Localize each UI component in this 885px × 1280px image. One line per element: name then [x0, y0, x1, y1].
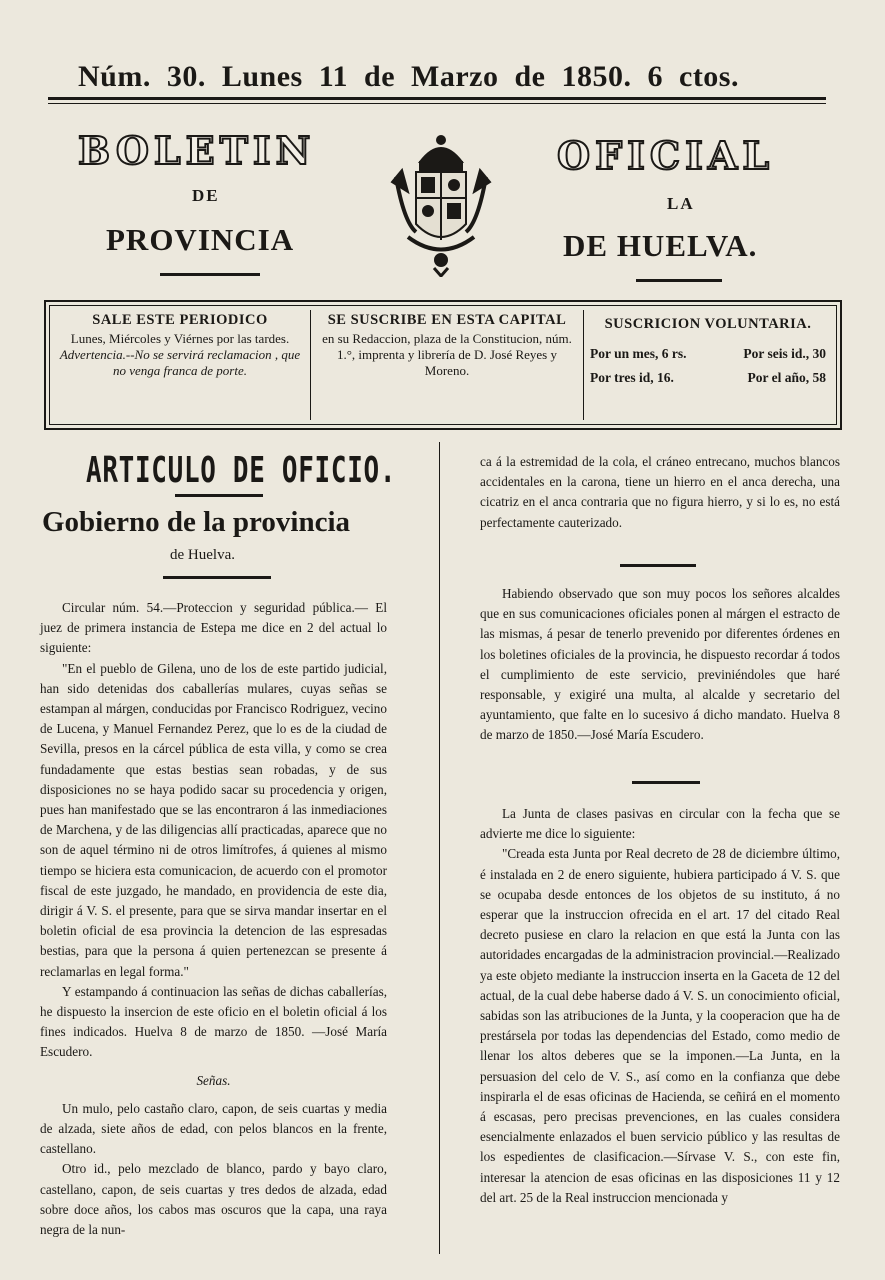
column-divider — [439, 442, 440, 1254]
paragraph: Un mulo, pelo castaño claro, capon, de seis cuartas y media de alzada, siete años de edad, con pelos blancos en la frente, castellano. — [40, 1100, 387, 1157]
title-oficial: OFICIAL — [557, 133, 775, 178]
info-divider-1 — [310, 310, 311, 420]
paragraph: ca á la estremidad de la cola, el cráneo entrecano, muchos blancos accidentales en la carona, tiene un hierro en el anca derecha, una cicatriz en el anca contraria que no figura hierro, y si lo es, no está perfectamente cauterizado. — [480, 454, 840, 530]
suscribe-text: en su Redaccion, plaza de la Constitucion, núm. 1.°, imprenta y librería de D. José Reyes y Moreno. — [322, 331, 572, 378]
paragraph: Otro id., pelo mezclado de blanco, pardo y bayo claro, castellano, capon, de seis cuartas y tres dedos de alzada, edad sobre doce años, los cabos mas oscuros que la capa, una raya negra de la nun- — [40, 1161, 387, 1238]
paragraph: La Junta de clases pasivas en circular con la fecha que se advierte me dice lo siguiente: — [480, 806, 840, 842]
advertencia-text: Advertencia.--No se servirá reclamacion , que no venga franca de porte. — [59, 347, 301, 378]
title-la: LA — [667, 194, 695, 213]
paragraph: Y estampando á continuacion las señas de dichas caballerías, he dispuesto la insercion de este oficio en el boletin oficial á los fines indicados. Huelva 8 de marzo de 1850. —José María Escudero. — [40, 983, 387, 1060]
info-divider-2 — [583, 310, 584, 420]
info-sale — [54, 312, 306, 379]
paragraph: "En el pueblo de Gilena, uno de los de este partido judicial, han sido detenidas dos caballerías mulares, cuyas señas se estampan al márgen, conducidas por Francisco Rodriguez, vecino de Lucena, y Manuel Fernandez Perez, que lo es de la ciudad de Sevilla, presos en la cárcel pública de esta villa, y como se crea fundadamente que estas bestias sean robadas, y de sus disposiciones no se haya podido sacar su procedencia y origen, pues han manifestado que se las encontraron á las inmediaciones de Marchena, y de las diligencias allí practicadas, aparece que no son de aquel término ni de otros limítrofes, á quienes al mismo tiempo se hiciera esta comunicacion, de acuerdo con el promotor fiscal de este juzgado, he mandado, en providencia de este dia, dirigir á V. S. el presente, para que se sirva mandar insertar en el boletin oficial de esa provincia la detencion de las espresadas bestias, para que la persona á quien pertenezcan se presente á reclamarlas en legal forma." — [40, 660, 387, 979]
price-4: Por el año, 58 — [747, 370, 826, 385]
right-column-text-b — [480, 584, 840, 746]
title-provincia: PROVINCIA — [106, 222, 295, 257]
info-box — [44, 300, 842, 430]
title-underline-right — [636, 279, 722, 282]
paragraph: Circular núm. 54.—Proteccion y seguridad pública.— El juez de primera instancia de Estepa me dice en 2 del actual lo siguiente: — [40, 600, 387, 656]
sale-text: Lunes, Miércoles y Viérnes por las tardes. — [70, 331, 290, 346]
left-column-text — [40, 598, 387, 1240]
issue-line: Núm. 30. Lunes 11 de Marzo de 1850. 6 ctos. — [78, 60, 739, 93]
suscribe-title: SE SUSCRIBE EN ESTA CAPITAL — [327, 312, 567, 328]
ornament-rule-1 — [175, 494, 263, 497]
coat-of-arms-icon — [386, 132, 496, 277]
senas-heading: Señas. — [196, 1072, 231, 1088]
voluntaria-title: SUSCRICION VOLUNTARIA. — [604, 316, 812, 332]
price-1: Por un mes, 6 rs. — [590, 346, 687, 361]
paragraph: "Creada esta Junta por Real decreto de 28 de diciembre último, é instalada en 2 de enero siguiente, hubiera participado á V. S. que se ocupaba desde entonces de los objetos de su instituto, á no esperar que la instruccion ofrecida en el art. 17 del citado Real decreto pusiese en claro la relacion en que está la Junta con las autoridades encargadas de la administracion provincial.—Realizado ya este objeto mediante la instruccion inserta en la Gaceta de 12 del actual, de la cual debe haberse dado á V. S. un conocimiento oficial, sabidas son las atribuciones de la Junta, y la cooperacion que ha de prestársela por todas las dependencias del Estado, como medio de llenar los altos deberes que se la imponen.—La Junta, en la persuasion del celo de V. S., así como en la confianza que debe inspirarla el de esas oficinas de Hacienda, se ceñirá en el momento á escasas, pero precisas prevenciones, en las cuales considera esencialmente enlazados el buen servicio público y las resultas de los espedientes de clasificacion.—Sírvase V. S., con este fin, interesar la atencion de esas oficinas en las disposiciones 11 y 12 del art. 25 de la Real instruccion mencionada y — [480, 846, 840, 1205]
masthead-rule-thin — [48, 103, 826, 104]
right-column-text-c — [480, 804, 840, 1208]
title-underline-left — [160, 273, 260, 276]
masthead-rule-thick — [48, 97, 826, 100]
article-heading: ARTICULO DE OFICIO. — [86, 450, 397, 491]
ornament-rule-4 — [632, 781, 700, 784]
gobierno-subheading: de Huelva. — [170, 547, 235, 563]
right-column-text-a — [480, 452, 840, 533]
title-de: DE — [192, 186, 220, 205]
ornament-rule-2 — [163, 576, 271, 579]
price-3: Por tres id, 16. — [590, 370, 674, 385]
info-suscribe — [318, 312, 576, 379]
paragraph: Habiendo observado que son muy pocos los señores alcaldes que en sus comunicaciones oficiales ponen al márgen el estracto de las mismas, á pesar de tenerlo prevenido por diferentes órdenes en los boletines oficiales de la provincia, he dispuesto recordar á todos el cumplimiento de este servicio, previniéndoles que haré responsable, y exigiré una multa, al alcalde y secretario del ayuntamiento, que falte en lo sucesivo á dicho mandato. Huelva 8 de marzo de 1850.—José María Escudero. — [480, 586, 840, 743]
sale-title: SALE ESTE PERIODICO — [92, 312, 268, 328]
title-boletin: BOLETIN — [78, 128, 316, 173]
title-de-huelva: DE HUELVA. — [563, 228, 758, 263]
info-voluntaria — [590, 312, 826, 386]
gobierno-heading: Gobierno de la provincia — [42, 506, 351, 538]
price-2: Por seis id., 30 — [743, 346, 826, 361]
ornament-rule-3 — [620, 564, 696, 567]
